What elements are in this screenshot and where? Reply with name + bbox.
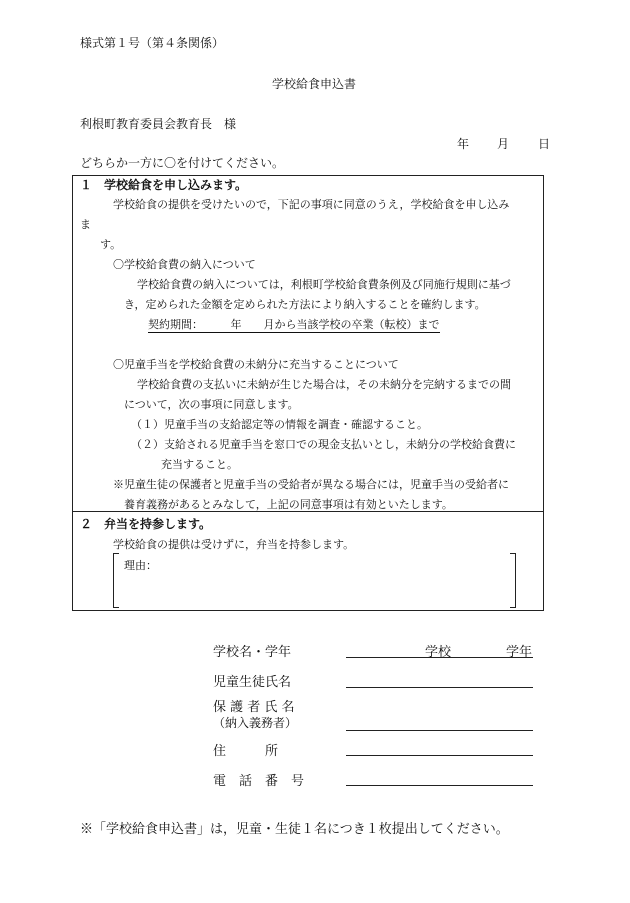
addressee: 利根町教育委員会教育長 様 xyxy=(80,117,237,131)
school-unit: 学校 xyxy=(425,645,452,660)
guardian-sub-label: （納入義務者） xyxy=(213,716,298,730)
option2-heading[interactable]: ２ 弁当を持参します。 xyxy=(80,517,212,531)
reason-bracket-right xyxy=(510,553,516,608)
phone-field[interactable] xyxy=(346,785,533,786)
form-number: 様式第１号（第４条関係） xyxy=(80,36,225,50)
date-day: 日 xyxy=(538,137,551,151)
allowance-title: 〇児童手当を学校給食費の未納分に充当することについて xyxy=(113,358,399,371)
consent-item-2-line2: 充当すること。 xyxy=(161,458,238,471)
page-title: 学校給食申込書 xyxy=(272,77,357,91)
consent-item-1: （１）児童手当の支給認定等の情報を調査・確認すること。 xyxy=(131,418,428,431)
date-month: 月 xyxy=(497,137,510,151)
address-field[interactable] xyxy=(346,755,533,756)
school-grade-label: 学校名・学年 xyxy=(213,645,292,660)
date-year: 年 xyxy=(457,137,470,151)
student-name-label: 児童生徒氏名 xyxy=(213,675,292,690)
phone-label: 電 話 番 号 xyxy=(213,774,305,789)
note-line2: 養育義務があるとみなして，上記の同意事項は有効といたします。 xyxy=(124,498,453,511)
school-grade-field[interactable] xyxy=(346,657,533,658)
guardian-name-label: 保 護 者 氏 名 xyxy=(213,700,295,715)
contract-period: 契約期間： 年 月から当該学校の卒業（転校）まで xyxy=(148,318,440,331)
address-label: 住 所 xyxy=(213,744,279,759)
reason-label: 理由： xyxy=(124,559,157,572)
footer-note: ※「学校給食申込書」は，児童・生徒１名につき１枚提出してください。 xyxy=(80,822,509,837)
option1-intro-line2: ま xyxy=(80,218,91,231)
consent-item-2-line1: （２）支給される児童手当を窓口での現金支払いとし，未納分の学校給食費に xyxy=(131,438,516,451)
allowance-line2: について，次の事項に同意します。 xyxy=(124,398,299,411)
allowance-line1: 学校給食費の支払いに未納が生じた場合は，その未納分を完納するまでの間 xyxy=(137,378,511,391)
option1-intro-line3: す。 xyxy=(100,238,122,251)
note-line1: ※児童生徒の保護者と児童手当の受給者が異なる場合には，児童手当の受給者に xyxy=(113,478,509,491)
instruction: どちらか一方に〇を付けてください。 xyxy=(80,156,285,170)
guardian-name-field[interactable] xyxy=(346,730,533,731)
option1-intro-line1: 学校給食の提供を受けたいので，下記の事項に同意のうえ，学校給食を申し込み xyxy=(113,198,510,211)
reason-bracket-left xyxy=(113,553,119,608)
payment-title: 〇学校給食費の納入について xyxy=(113,258,256,271)
payment-line2: き，定められた金額を定められた方法により納入することを確約します。 xyxy=(124,298,486,311)
option1-heading[interactable]: １ 学校給食を申し込みます。 xyxy=(80,178,248,192)
student-name-field[interactable] xyxy=(346,687,533,688)
option2-text: 学校給食の提供は受けずに，弁当を持参します。 xyxy=(113,538,355,551)
payment-line1: 学校給食費の納入については，利根町学校給食費条例及び同施行規則に基づ xyxy=(137,278,511,291)
grade-unit: 学年 xyxy=(506,645,533,660)
